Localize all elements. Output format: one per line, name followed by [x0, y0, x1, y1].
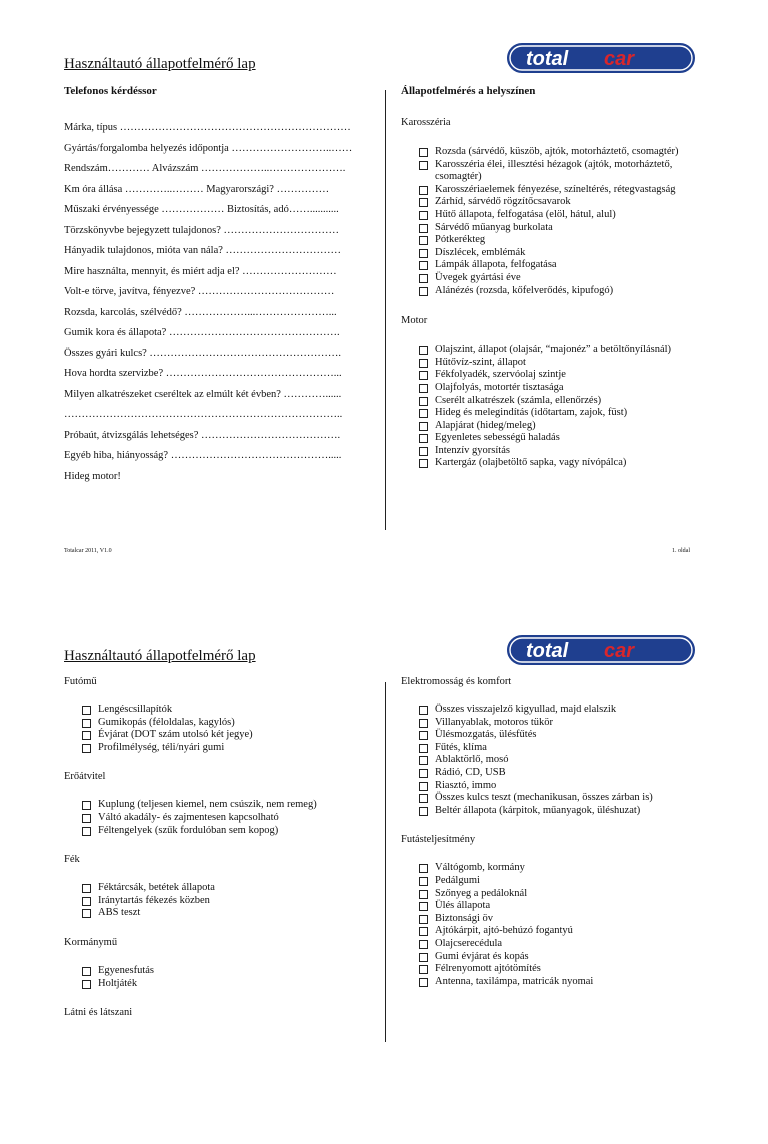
checkbox[interactable]	[419, 719, 428, 728]
checklist-item	[419, 357, 711, 370]
phone-question: Mire használta, mennyit, és miért adja el? ………………………	[64, 265, 337, 277]
checkbox[interactable]	[419, 261, 428, 270]
section-label-elektromossag-es-komfort: Elektromosság és komfort	[401, 676, 512, 687]
onsite-assessment-column	[401, 85, 711, 488]
checklist-item	[419, 875, 711, 888]
section-label-latni-es-latszani: Látni és látszani	[64, 1007, 133, 1019]
logo-text-total: total	[526, 48, 569, 70]
checklist-item-label: Összes kulcs teszt (mechanikusan, összes zárban is)	[435, 792, 653, 804]
onsite-assessment-heading: Állapotfelmérés a helyszínen	[401, 85, 536, 97]
checkbox[interactable]	[82, 980, 91, 989]
phone-question: Km óra állása …………..……… Magyarországi? ……………	[64, 183, 330, 195]
checklist-item	[82, 882, 369, 895]
checklist-item-label: Gumi évjárat és kopás	[435, 950, 529, 962]
checklist-item-label: Évjárat (DOT szám utolsó két jegye)	[98, 729, 253, 741]
totalcar-logo	[504, 632, 698, 668]
checkbox[interactable]	[419, 782, 428, 791]
checklist-item-label: Cserélt alkatrészek (számla, ellenőrzés)	[435, 394, 602, 406]
checklist-item-label: Fékfolyadék, szervóolaj szintje	[435, 369, 566, 381]
checklist-item	[419, 159, 711, 184]
checkbox[interactable]	[419, 161, 428, 170]
checklist-item-label: Ülésmozgatás, ülésfűtés	[435, 729, 537, 741]
checklist-item-label: Hűtő állapota, felfogatása (elöl, hátul, alul)	[435, 208, 616, 220]
checklist-item-label: Pótkerékteg	[435, 234, 486, 246]
checkbox[interactable]	[419, 756, 428, 765]
logo-text-car: car	[604, 48, 635, 70]
checklist-item	[419, 742, 711, 755]
checklist-item	[419, 729, 711, 742]
checklist-item-label: Beltér állapota (kárpitok, műanyagok, üléshuzat)	[435, 804, 641, 816]
checklist-item	[419, 805, 711, 818]
checklist-item	[419, 951, 711, 964]
checkbox[interactable]	[419, 346, 428, 355]
checklist-item-label: Rádió, CD, USB	[435, 766, 506, 778]
checklist-item	[419, 146, 711, 159]
checklist-item	[419, 259, 711, 272]
section-label-motor: Motor	[401, 315, 428, 327]
document-title: Használtautó állapotfelmérő lap	[64, 648, 256, 664]
phone-question: Hideg motor!	[64, 470, 121, 482]
checklist-item	[82, 717, 369, 730]
checklist-item-label: Gumikopás (féloldalas, kagylós)	[98, 716, 235, 728]
checklist-item	[419, 285, 711, 298]
phone-question: Rendszám………… Alvázszám ………………..………………….	[64, 163, 346, 174]
checklist-item	[419, 234, 711, 247]
checkbox[interactable]	[419, 447, 428, 456]
checklist-item-label: Kartergáz (olajbetöltő sapka, vagy nívópálca)	[435, 457, 627, 469]
checklist-item	[419, 862, 711, 875]
checkbox[interactable]	[419, 890, 428, 899]
checklist-item	[82, 965, 369, 978]
checklist-item	[82, 907, 369, 920]
checkbox[interactable]	[419, 731, 428, 740]
checklist-item-label: Alapjárat (hideg/meleg)	[435, 419, 536, 431]
onsite-sections	[401, 117, 711, 470]
section-label-karosszeria: Karosszéria	[401, 117, 451, 128]
checkbox[interactable]	[419, 371, 428, 380]
checklist-item-label: Sárvédő műanyag burkolata	[435, 221, 553, 233]
checklist-item	[82, 825, 369, 838]
checklist-item	[419, 432, 711, 445]
phone-question: Volt-e törve, javítva, fényezve? …………………………………	[64, 286, 335, 297]
checkbox[interactable]	[82, 814, 91, 823]
checklist-item	[419, 222, 711, 235]
checklist-item	[419, 209, 711, 222]
checklist-item	[419, 754, 711, 767]
checkbox[interactable]	[419, 769, 428, 778]
totalcar-logo	[504, 40, 698, 76]
checklist-item-label: Karosszéria élei, illesztési hézagok (ajtók, motorháztető, csomagtér)	[435, 158, 673, 183]
checkbox[interactable]	[419, 953, 428, 962]
checklist-item	[419, 900, 711, 913]
phone-question: Gumik kora és állapota? ………………………………………….	[64, 327, 340, 338]
checklist-item	[82, 895, 369, 908]
checklist-item-label: Váltógomb, kormány	[435, 862, 525, 874]
checklist-item	[419, 704, 711, 717]
checklist-item	[82, 799, 369, 812]
section-label-futasteljesitmeny: Futásteljesítmény	[401, 834, 476, 846]
checklist-item-label: Olajszint, állapot (olajsár, “majonéz” a betöltőnyílásnál)	[435, 344, 672, 356]
checklist-item-label: Hideg és melegindítás (időtartam, zajok, füst)	[435, 407, 628, 419]
checklist-motor	[419, 344, 711, 470]
checkbox[interactable]	[419, 915, 428, 924]
column-divider	[385, 90, 386, 530]
checklist-item-label: Összes visszajelző kigyullad, majd elalszik	[435, 704, 617, 715]
phone-question: Milyen alkatrészeket cseréltek az elmúlt két évben? …………......	[64, 388, 342, 400]
checklist-item	[419, 382, 711, 395]
phone-question: Rozsda, karcolás, szélvédő? ………………...…………………...	[64, 306, 337, 318]
checkbox[interactable]	[82, 909, 91, 918]
section-label-eroatvitel: Erőátvitel	[64, 771, 106, 783]
checklist-item-label: Hűtővíz-szint, állapot	[435, 356, 526, 368]
checklist-item-label: ABS teszt	[98, 907, 141, 919]
checklist-futasteljesitmeny	[419, 862, 711, 988]
checklist-item-label: Karosszériaelemek fényezése, színeltérés, rétegvastagság	[435, 183, 676, 195]
checkbox[interactable]	[419, 397, 428, 406]
checkbox[interactable]	[82, 706, 91, 715]
footer-page-number: 1. oldal	[672, 548, 690, 554]
checklist-item-label: Ablaktörlő, mosó	[435, 754, 509, 766]
checkbox[interactable]	[419, 148, 428, 157]
checklist-item-label: Ülés állapota	[435, 900, 491, 912]
checklist-item	[82, 704, 369, 717]
checklist-item	[419, 717, 711, 730]
checkbox[interactable]	[419, 384, 428, 393]
phone-question: ……………………………………………………………………..	[64, 409, 343, 420]
checkbox[interactable]	[419, 927, 428, 936]
checklist-item	[419, 925, 711, 938]
checkbox[interactable]	[82, 827, 91, 836]
checklist-item-label: Díszlécek, emblémák	[435, 246, 526, 258]
checklist-item	[419, 407, 711, 420]
checklist-item-label: Holtjáték	[98, 977, 138, 989]
checkbox[interactable]	[82, 884, 91, 893]
checklist-item	[419, 792, 711, 805]
checklist-futomu	[82, 704, 369, 754]
checkbox[interactable]	[419, 274, 428, 283]
checklist-item	[82, 742, 369, 755]
checklist-item-label: Üvegek gyártási éve	[435, 271, 521, 283]
checkbox[interactable]	[419, 287, 428, 296]
logo-text-total: total	[526, 640, 569, 662]
phone-question: Próbaút, átvizsgálás lehetséges? ………………………………….	[64, 429, 341, 441]
phone-question-list	[64, 121, 369, 490]
phone-question: Hányadik tulajdonos, mióta van nála? ……………………………	[64, 245, 342, 256]
checklist-item	[82, 812, 369, 825]
page2-left-column	[64, 676, 369, 1035]
checkbox[interactable]	[419, 965, 428, 974]
checkbox[interactable]	[419, 224, 428, 233]
checklist-item-label: Lámpák állapota, felfogatása	[435, 259, 557, 271]
checklist-item	[419, 938, 711, 951]
checklist-item-label: Olajcserecédula	[435, 937, 503, 949]
checkbox[interactable]	[419, 236, 428, 245]
checkbox[interactable]	[82, 719, 91, 728]
checklist-item	[419, 445, 711, 458]
checklist-item-label: Féltengelyek (szűk fordulóban sem kopog)	[98, 824, 279, 836]
checklist-item-label: Olajfolyás, motortér tisztasága	[435, 381, 564, 393]
phone-questions-column	[64, 85, 369, 490]
checklist-item-label: Fűtés, klíma	[435, 741, 487, 753]
checkbox[interactable]	[419, 940, 428, 949]
checklist-item	[419, 196, 711, 209]
checklist-item	[419, 369, 711, 382]
checkbox[interactable]	[82, 731, 91, 740]
page-2	[0, 632, 768, 1144]
checkbox[interactable]	[419, 706, 428, 715]
checklist-fek	[82, 882, 369, 920]
checklist-item-label: Riasztó, immo	[435, 779, 497, 791]
checklist-item-label: Féktárcsák, betétek állapota	[98, 882, 215, 894]
checkbox[interactable]	[419, 744, 428, 753]
checklist-item-label: Pedálgumi	[435, 874, 480, 886]
checklist-item	[419, 976, 711, 989]
checkbox[interactable]	[419, 434, 428, 443]
checkbox[interactable]	[419, 978, 428, 987]
checklist-item-label: Félrenyomott ajtótömítés	[435, 963, 541, 975]
checklist-item-label: Biztonsági öv	[435, 912, 494, 924]
checklist-item	[419, 184, 711, 197]
checklist-item-label: Iránytartás fékezés közben	[98, 894, 210, 906]
checklist-item-label: Egyenesfutás	[98, 964, 154, 976]
phone-question: Gyártás/forgalomba helyezés időpontja ………………………..……	[64, 142, 353, 154]
checkbox[interactable]	[82, 967, 91, 976]
checklist-item-label: Antenna, taxilámpa, matricák nyomai	[435, 975, 594, 987]
checklist-item	[419, 767, 711, 780]
checklist-item-label: Zárhíd, sárvédő rögzítőcsavarok	[435, 196, 571, 208]
checkbox[interactable]	[419, 864, 428, 873]
checkbox[interactable]	[419, 877, 428, 886]
page-1	[0, 40, 768, 552]
checklist-item	[419, 913, 711, 926]
checklist-elektromossag-es-komfort	[419, 704, 711, 817]
checklist-item	[419, 888, 711, 901]
checklist-item-label: Alánézés (rozsda, kőfelverődés, kipufogó)	[435, 284, 614, 296]
checkbox[interactable]	[419, 359, 428, 368]
footer-version: Totalcar 2011, V1.0	[64, 548, 112, 554]
phone-question: Egyéb hiba, hiányosság? ……………………………………….....	[64, 450, 342, 461]
checkbox[interactable]	[419, 794, 428, 803]
section-label-kormanymu: Kormánymű	[64, 936, 118, 948]
checklist-item-label: Rozsda (sárvédő, küszöb, ajtók, motorháztető, csomagtér)	[435, 146, 679, 157]
checklist-item-label: Kuplung (teljesen kiemel, nem csúszik, nem remeg)	[98, 799, 317, 811]
checklist-item-label: Egyenletes sebességű haladás	[435, 432, 560, 444]
checkbox[interactable]	[419, 807, 428, 816]
logo-text-car: car	[604, 640, 635, 662]
checkbox[interactable]	[419, 211, 428, 220]
checklist-item	[419, 395, 711, 408]
checklist-item	[419, 272, 711, 285]
checklist-item	[419, 457, 711, 470]
checklist-item	[82, 729, 369, 742]
checkbox[interactable]	[419, 409, 428, 418]
checklist-karosszeria	[419, 146, 711, 297]
column-divider	[385, 682, 386, 1042]
section-label-fek: Fék	[64, 854, 80, 866]
checklist-item-label: Lengéscsillapítók	[98, 704, 173, 715]
checklist-item-label: Profilmélység, téli/nyári gumi	[98, 741, 225, 753]
checkbox[interactable]	[82, 744, 91, 753]
checkbox[interactable]	[419, 198, 428, 207]
phone-question: Hova hordta szervizbe? …………………………………………...	[64, 368, 342, 379]
checklist-item-label: Intenzív gyorsítás	[435, 444, 510, 456]
phone-question: Összes gyári kulcs? ……………………………………………….	[64, 347, 342, 359]
checklist-eroatvitel	[82, 799, 369, 837]
checkbox[interactable]	[419, 249, 428, 258]
checkbox[interactable]	[419, 422, 428, 431]
checklist-item-label: Szőnyeg a pedáloknál	[435, 887, 528, 899]
checkbox[interactable]	[419, 186, 428, 195]
checklist-item-label: Ajtókárpit, ajtó-behúzó fogantyú	[435, 925, 573, 937]
page2-right-column	[401, 676, 711, 1005]
checkbox[interactable]	[419, 902, 428, 911]
checklist-kormanymu	[82, 965, 369, 990]
checkbox[interactable]	[419, 459, 428, 468]
section-label-futomu: Futómű	[64, 676, 97, 687]
checkbox[interactable]	[82, 897, 91, 906]
checklist-item	[419, 780, 711, 793]
checklist-item	[82, 978, 369, 991]
checklist-item	[419, 963, 711, 976]
phone-question: Törzskönyvbe bejegyzett tulajdonos? ……………………………	[64, 224, 339, 236]
checklist-item-label: Váltó akadály- és zajmentesen kapcsolható	[98, 811, 279, 823]
checklist-item-label: Villanyablak, motoros tükör	[435, 716, 554, 728]
phone-questions-heading: Telefonos kérdéssor	[64, 85, 157, 97]
checklist-item	[419, 420, 711, 433]
phone-question: Műszaki érvényessége ……………… Biztosítás, adó……...........	[64, 204, 339, 215]
checkbox[interactable]	[82, 801, 91, 810]
phone-question: Márka, típus …………………………………………………………	[64, 122, 351, 133]
checklist-item	[419, 247, 711, 260]
document-title: Használtautó állapotfelmérő lap	[64, 56, 256, 72]
checklist-item	[419, 344, 711, 357]
